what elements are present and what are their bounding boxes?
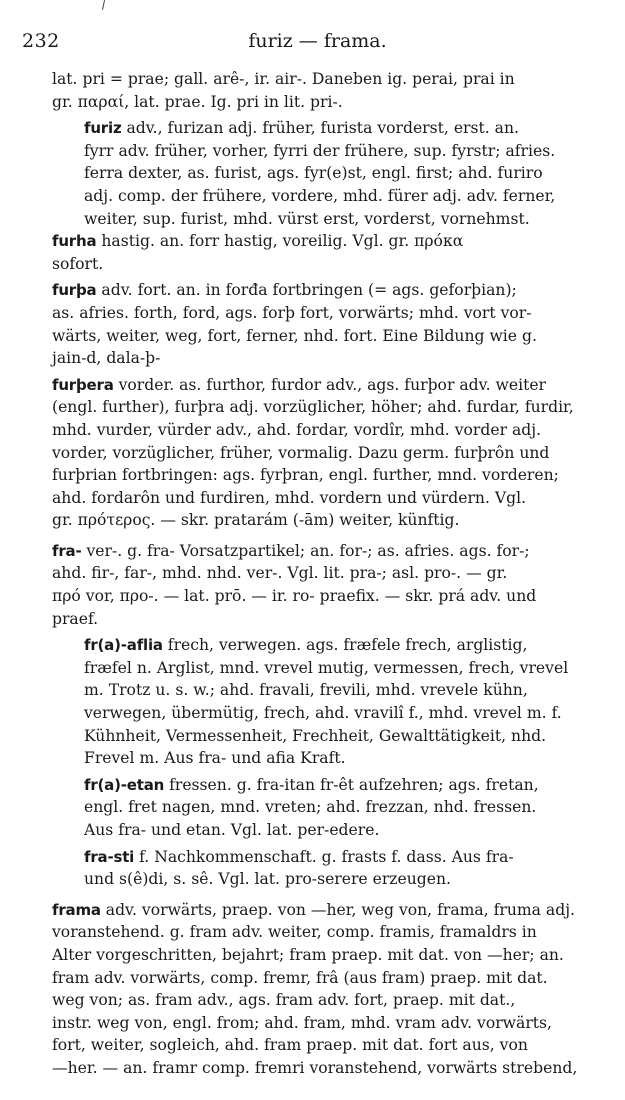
headword: fr(a)-etan (84, 775, 165, 794)
text-line: wärts, weiter, weg, fort, ferner, nhd. fort. Eine Bildung wie g. (52, 326, 537, 345)
text-line: weiter, sup. furist, mhd. vürst erst, vorderst, vornehmst. (84, 209, 530, 228)
text-line: voranstehend. g. fram adv. weiter, comp. framis, framaldrs in (52, 923, 537, 942)
entry-furtha (52, 279, 594, 369)
text-line (52, 899, 594, 922)
entry-fra-etan (52, 774, 594, 842)
text-line: gr. πρότερος. — skr. pratarám (-ām) weiter, künftig. (52, 511, 460, 530)
text-line: Aus fra- und etan. Vgl. lat. per-edere. (84, 821, 380, 839)
line-text: hastig. an. forr hastig, voreilig. Vgl. gr. πρόκα (96, 232, 464, 251)
headword: fr(a)-aflia (84, 636, 163, 655)
line-text: frech, verwegen. ags. fræfele frech, arglistig, (162, 636, 528, 655)
text-line: Frevel m. Aus fra- und afia Kraft. (84, 749, 346, 768)
entries-column (52, 68, 594, 1080)
text-line: as. afries. forth, ford, ags. forþ fort, vorwärts; mhd. vort vor- (52, 303, 532, 322)
entry-frama (52, 899, 594, 1080)
headword: furþa (52, 281, 97, 300)
line-text: adv. fort. an. in forđa fortbringen (= ags. geforþian); (96, 281, 517, 300)
text-line: fram adv. vorwärts, comp. fremr, frâ (aus fram) praep. mit dat. (52, 968, 548, 987)
headword: furþera (52, 375, 114, 394)
text-line (52, 540, 594, 563)
text-line: Alter vorgeschritten, bejahrt; fram praep. mit dat. von —her; an. (52, 945, 564, 964)
text-line: praef. (52, 609, 99, 628)
text-line (84, 634, 594, 657)
text-line: ferra dexter, as. furist, ags. fyr(e)st, engl. first; ahd. furiro (84, 164, 543, 183)
text-line: fyrr adv. früher, vorher, fyrri der frühere, sup. fyrstr; afries. (84, 141, 556, 160)
text-line (52, 374, 594, 397)
text-line: ahd. fordarôn und furdiren, mhd. vordern und vürdern. Vgl. (52, 488, 527, 507)
line-text: ver-. g. fra- Vorsatzpartikel; an. for-; as. afries. ags. for-; (81, 541, 530, 560)
text-line: fort, weiter, sogleich, ahd. fram praep. mit dat. fort aus, von (52, 1036, 528, 1055)
headword: fra-sti (84, 847, 135, 866)
entry-furthera (52, 374, 594, 532)
entry-furiz (52, 117, 594, 230)
text-line (52, 279, 594, 302)
text-line (84, 117, 594, 140)
entry-furha (52, 230, 594, 275)
headword: furha (52, 232, 97, 251)
line-text: f. Nachkommenschaft. g. frasts f. dass. Aus fra- (134, 847, 514, 866)
margin-mark (102, 0, 105, 10)
entry-fra-sti (52, 846, 594, 891)
text-line: furþrian fortbringen: ags. fyrþran, engl. further, mnd. vorderen; (52, 466, 559, 485)
text-line: engl. fret nagen, mnd. vreten; ahd. frezzan, nhd. fressen. (84, 798, 537, 817)
line-text: adv., furizan adj. früher, furista vorderst, erst. an. (121, 119, 519, 138)
text-line: πρό vor, προ-. — lat. prō. — ir. ro- praefix. — skr. prá adv. und (52, 587, 537, 606)
headword: frama (52, 900, 101, 919)
page-number: 232 (22, 30, 60, 52)
text-line: sofort. (52, 254, 104, 273)
headword: furiz (84, 119, 122, 138)
entry-fra (52, 540, 594, 630)
text-line: ahd. fir-, far-, mhd. nhd. ver-. Vgl. lit. pra-; asl. pro-. — gr. (52, 564, 508, 583)
text-line: verwegen, übermütig, frech, ahd. vravilî f., mhd. vrevel m. f. (84, 704, 562, 723)
headword: fra- (52, 541, 82, 560)
line-text: adv. vorwärts, praep. von —her, weg von, frama, fruma adj. (100, 900, 575, 919)
text-line: (engl. further), furþra adj. vorzüglicher, höher; ahd. furdar, furdir, (52, 398, 574, 417)
line-text: vorder. as. furthor, furdor adv., ags. furþor adv. weiter (113, 375, 547, 394)
running-head (0, 30, 625, 52)
text-line: mhd. vurder, vürder adv., ahd. fordar, vordîr, mhd. vorder adj. (52, 420, 542, 439)
text-line: gr. παραί, lat. prae. Ig. pri in lit. pri-. (52, 92, 343, 111)
entry-continuation (52, 68, 594, 113)
text-line: lat. pri = prae; gall. arê-, ir. air-. Daneben ig. perai, prai in (52, 70, 515, 88)
text-line (84, 846, 594, 869)
text-line: weg von; as. fram adv., ags. fram adv. fort, praep. mit dat., (52, 991, 516, 1010)
entry-fra-aflia (52, 634, 594, 770)
text-line: adj. comp. der frühere, vordere, mhd. fürer adj. adv. ferner, (84, 186, 556, 205)
text-line: und s(ê)di, s. sê. Vgl. lat. pro-serere erzeugen. (84, 870, 452, 889)
text-line (84, 774, 594, 797)
line-text: fressen. g. fra-itan fr-êt aufzehren; ags. fretan, (164, 775, 539, 794)
text-line: instr. weg von, engl. from; ahd. fram, mhd. vram adv. vorwärts, (52, 1013, 553, 1032)
text-line: —her. — an. framr comp. fremri voranstehend, vorwärts strebend, (52, 1058, 578, 1077)
text-line: Kühnheit, Vermessenheit, Frechheit, Gewalttätigkeit, nhd. (84, 726, 547, 745)
text-line: vorder, vorzüglicher, früher, vormalig. Dazu germ. furþrôn und (52, 443, 550, 462)
text-line: jain-d, dala-þ- (52, 349, 161, 368)
text-line: fræfel n. Arglist, mnd. vrevel mutig, vermessen, frech, vrevel (84, 658, 569, 677)
text-line: m. Trotz u. s. w.; ahd. fravali, frevili, mhd. vrevele kühn, (84, 681, 528, 700)
running-head-text: furiz — frama. (248, 30, 387, 52)
text-line (52, 230, 594, 253)
